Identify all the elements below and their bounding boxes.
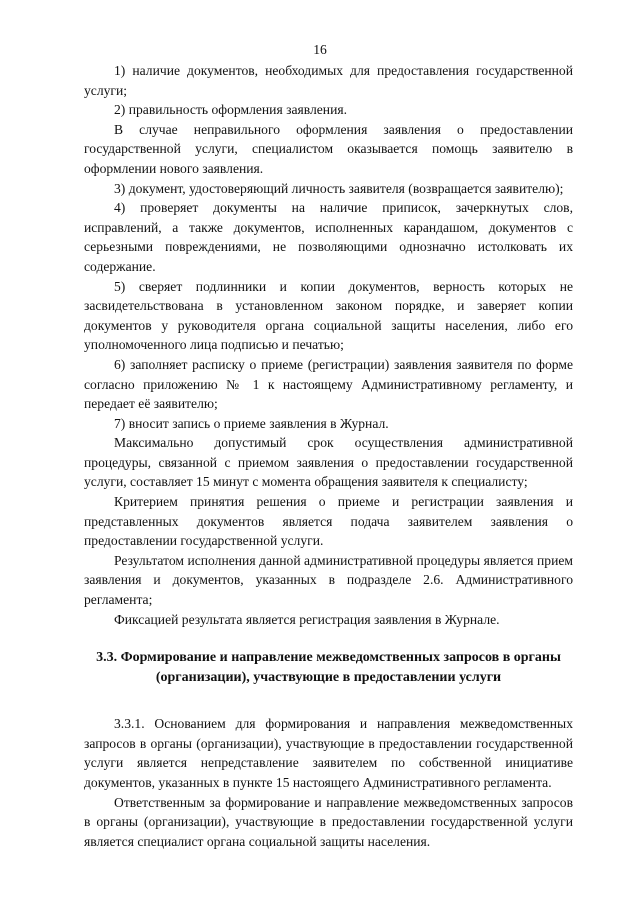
paragraph: Результатом исполнения данной административной процедуры является прием заявления и документов, указанных в подразделе 2.6. Административного регламента; bbox=[84, 552, 573, 608]
paragraph: 2) правильность оформления заявления. bbox=[114, 102, 348, 118]
paragraph: 1) наличие документов, необходимых для предоставления государственной услуги; bbox=[84, 63, 573, 98]
paragraph: Фиксацией результата является регистрация заявления в Журнале. bbox=[114, 611, 500, 627]
paragraph: 5) сверяет подлинники и копии документов, верность которых не засвидетельствована в установленном законом порядке, и заверяет копии документов у руководителя органа социальной защиты населения, либо его уполномоченного лица подписью и печатью; bbox=[84, 278, 573, 353]
section-heading: 3.3. Формирование и направление межведомственных запросов в органы (организации), участвующие в предоставлении услуги bbox=[96, 650, 561, 686]
paragraph: Критерием принятия решения о приеме и регистрации заявления и представленных документов является подача заявителем заявления о предоставлении государственной услуги. bbox=[84, 494, 573, 549]
page-number: 16 bbox=[313, 42, 327, 57]
paragraph: 3.3.1. Основанием для формирования и направления межведомственных запросов в органы (организации), участвующие в предоставлении государственной услуги является непредставление заявителем по собственной инициативе документов, указанных в пункте 15 настоящего Административного регламента. bbox=[84, 716, 573, 790]
paragraph: Максимально допустимый срок осуществления административной процедуры, связанной с приемом заявления о предоставлении государственной услуги, составляет 15 минут с момента обращения заявителя к специалисту; bbox=[84, 435, 573, 490]
paragraph: 7) вносит запись о приеме заявления в Журнал. bbox=[114, 415, 389, 431]
paragraph: 3) документ, удостоверяющий личность заявителя (возвращается заявителю); bbox=[114, 180, 564, 196]
document-body bbox=[84, 61, 573, 851]
paragraph: Ответственным за формирование и направление межведомственных запросов в органы (организации), участвующие в предоставлении государственной услуги является специалист органа социальной защиты населения. bbox=[84, 794, 573, 849]
paragraph: 4) проверяет документы на наличие приписок, зачеркнутых слов, исправлений, а также документов, исполненных карандашом, документов с серьезными повреждениями, не позволяющими однозначно истолковать их содержание. bbox=[84, 200, 573, 274]
paragraph: В случае неправильного оформления заявления о предоставлении государственной услуги, специалистом оказывается помощь заявителю в оформлении нового заявления. bbox=[84, 121, 573, 176]
paragraph: 6) заполняет расписку о приеме (регистрации) заявления заявителя по форме согласно приложению № 1 к настоящему Административному регламенту, и передает её заявителю; bbox=[84, 356, 573, 412]
